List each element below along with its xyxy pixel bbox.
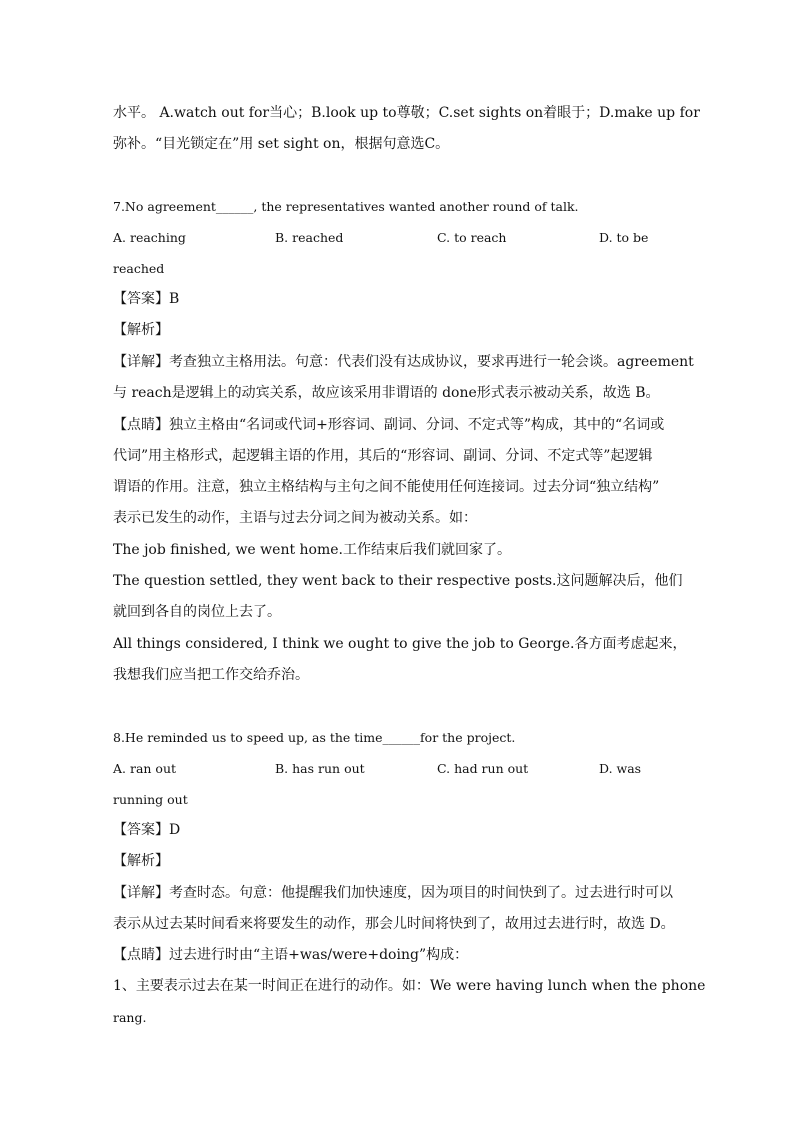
tip-text: 【点睛】过去进行时由“主语+was/were+doing”构成： [113, 947, 469, 963]
tip-text: 谓语的作用。注意，独立主格结构与主句之间不能使用任何连接词。过去分词“独立结构” [113, 479, 660, 495]
tip-text: rang. [113, 1010, 147, 1025]
option-d: D. to be [599, 230, 649, 245]
tip-text: 1、主要表示过去在某一时间正在进行的动作。如：We were having lunch when the phone [113, 978, 706, 994]
example-sentence: 我想我们应当把工作交给乔治。 [113, 667, 309, 683]
option-d-continued: running out [113, 792, 188, 807]
example-sentence: The job finished, we went home.工作结束后我们就回家了。 [113, 542, 511, 558]
example-sentence: All things considered, I think we ought to give the job to George.各方面考虑起来， [113, 636, 687, 652]
detail-text: 【详解】考查独立主格用法。句意：代表们没有达成协议，要求再进行一轮会谈。agreement [113, 354, 694, 370]
option-b: B. has run out [275, 761, 365, 776]
example-sentence: The question settled, they went back to their respective posts.这问题解决后，他们 [113, 573, 683, 589]
option-a: A. reaching [113, 230, 186, 245]
question-7-options [113, 229, 688, 247]
analysis-heading: 【解析】 [113, 322, 169, 338]
detail-text: 表示从过去某时间看来将要发生的动作，那会儿时间将快到了，故用过去进行时，故选 D。 [113, 916, 675, 932]
option-d: D. was [599, 761, 642, 776]
answer: 【答案】B [113, 291, 180, 307]
example-sentence: 就回到各自的岗位上去了。 [113, 604, 281, 620]
tip-text: 代词”用主格形式，起逻辑主语的作用，其后的“形容词、副词、分词、不定式等”起逻辑 [113, 448, 653, 464]
text-line: 水平。 A.watch out for当心；B.look up to尊敬；C.set sights on着眼于；D.make up for [113, 105, 700, 121]
question-7-stem: 7.No agreement______, the representatives wanted another round of talk. [113, 199, 579, 214]
answer: 【答案】D [113, 822, 181, 838]
question-8-stem: 8.He reminded us to speed up, as the time______for the project. [113, 730, 516, 745]
question-8-options [113, 760, 688, 778]
option-a: A. ran out [113, 761, 177, 776]
option-c: C. to reach [437, 230, 507, 245]
option-c: C. had run out [437, 761, 529, 776]
detail-text: 与 reach是逻辑上的动宾关系，故应该采用非谓语的 done形式表示被动关系，故选 B。 [113, 385, 660, 401]
tip-text: 表示已发生的动作，主语与过去分词之间为被动关系。如： [113, 510, 477, 526]
text-line: 弥补。“目光锁定在”用 set sight on，根据句意选C。 [113, 136, 450, 152]
option-b: B. reached [275, 230, 344, 245]
detail-text: 【详解】考查时态。句意：他提醒我们加快速度，因为项目的时间快到了。过去进行时可以 [113, 885, 673, 901]
analysis-heading: 【解析】 [113, 853, 169, 869]
tip-text: 【点睛】独立主格由“名词或代词+形容词、副词、分词、不定式等”构成，其中的“名词或 [113, 417, 665, 433]
option-d-continued: reached [113, 261, 165, 276]
